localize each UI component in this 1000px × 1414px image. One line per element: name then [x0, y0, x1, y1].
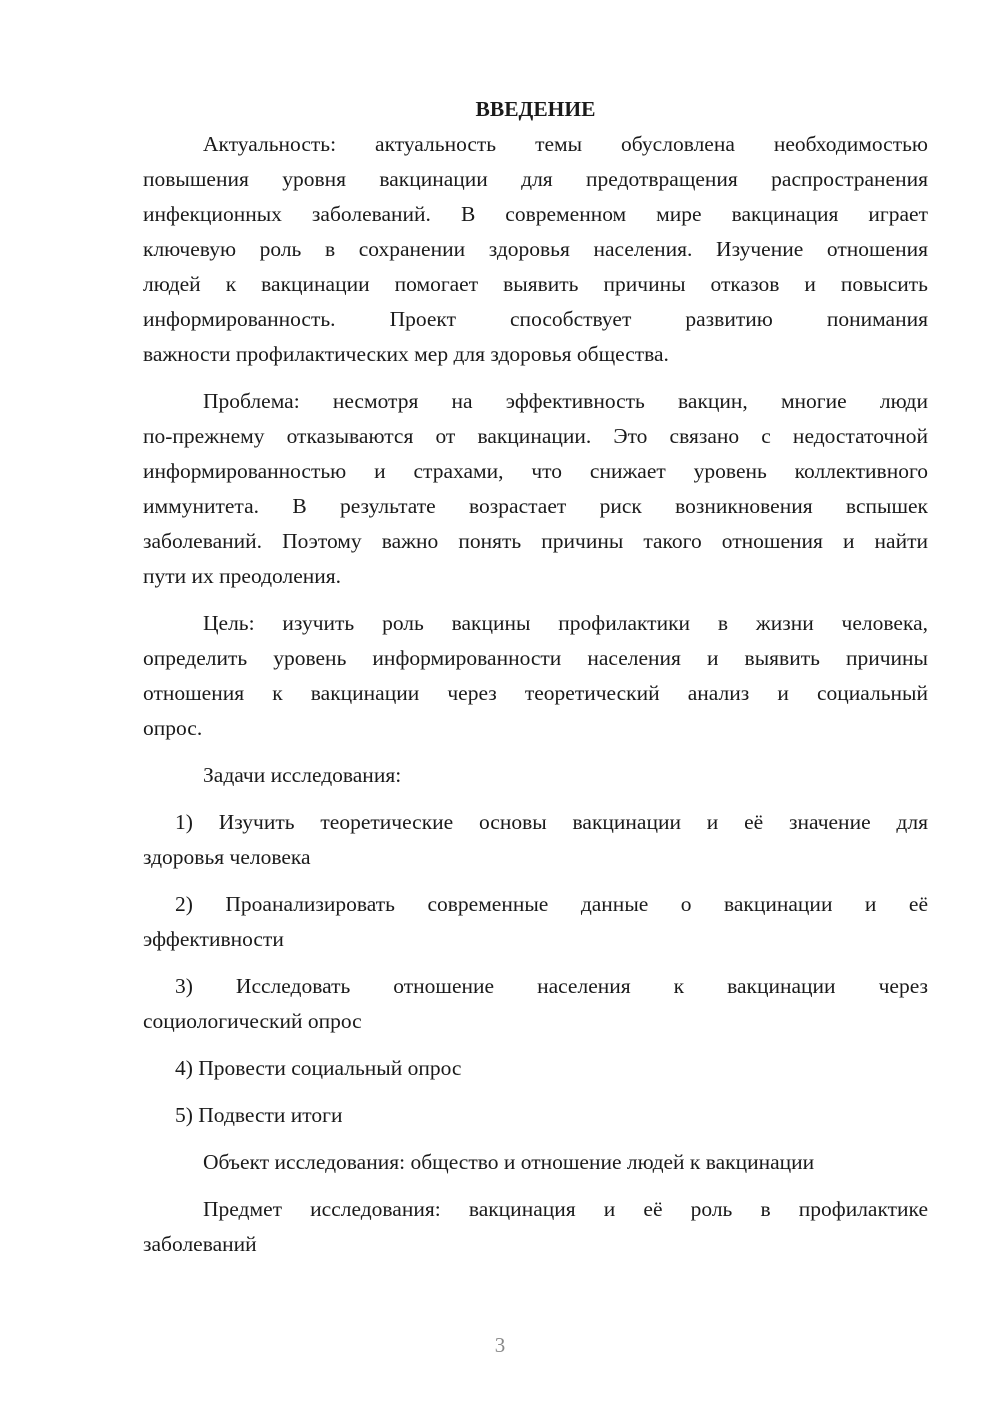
text-line: 5) Подвести итоги: [175, 1103, 343, 1127]
object-paragraph: [143, 1145, 928, 1180]
text-line: важности профилактических мер для здоровья общества.: [143, 342, 669, 366]
text-line: Предмет исследования: вакцинация и её роль в профилактике: [203, 1197, 928, 1221]
text-line: здоровья человека: [143, 845, 311, 869]
relevance-paragraph: [143, 127, 928, 372]
text-line: определить уровень информированности населения и выявить причины: [143, 646, 928, 670]
text-line: Проблема: несмотря на эффективность вакцин, многие люди: [203, 389, 928, 413]
text-line: Актуальность: актуальность темы обусловлена необходимостью: [203, 132, 928, 156]
task-item: [143, 805, 928, 875]
document-page: [143, 92, 928, 1274]
text-line: 2) Проанализировать современные данные о вакцинации и её: [175, 892, 928, 916]
text-line: опрос.: [143, 716, 203, 740]
goal-paragraph: [143, 606, 928, 746]
text-line: информированность. Проект способствует развитию понимания: [143, 307, 928, 331]
text-line: ключевую роль в сохранении здоровья населения. Изучение отношения: [143, 237, 928, 261]
text-line: Задачи исследования:: [203, 763, 402, 787]
task-item: [143, 1051, 928, 1086]
text-line: Цель: изучить роль вакцины профилактики в жизни человека,: [203, 611, 928, 635]
text-line: Объект исследования: общество и отношение людей к вакцинации: [203, 1150, 815, 1174]
section-title: ВВЕДЕНИЕ: [475, 97, 596, 121]
text-line: заболеваний: [143, 1232, 257, 1256]
subject-paragraph: [143, 1192, 928, 1262]
text-line: эффективности: [143, 927, 284, 951]
text-line: инфекционных заболеваний. В современном мире вакцинация играет: [143, 202, 928, 226]
text-line: повышения уровня вакцинации для предотвращения распространения: [143, 167, 928, 191]
problem-paragraph: [143, 384, 928, 594]
task-item: [143, 969, 928, 1039]
text-line: пути их преодоления.: [143, 564, 342, 588]
text-line: по-прежнему отказываются от вакцинации. Это связано с недостаточной: [143, 424, 928, 448]
text-line: 3) Исследовать отношение населения к вакцинации через: [175, 974, 928, 998]
text-line: социологический опрос: [143, 1009, 362, 1033]
page-number: 3: [494, 1333, 506, 1357]
text-line: отношения к вакцинации через теоретический анализ и социальный: [143, 681, 928, 705]
text-line: информированностью и страхами, что снижает уровень коллективного: [143, 459, 928, 483]
task-item: [143, 887, 928, 957]
tasks-heading: [143, 758, 928, 793]
text-line: 4) Провести социальный опрос: [175, 1056, 462, 1080]
text-line: людей к вакцинации помогает выявить причины отказов и повысить: [143, 272, 928, 296]
text-line: иммунитета. В результате возрастает риск возникновения вспышек: [143, 494, 928, 518]
task-item: [143, 1098, 928, 1133]
text-line: 1) Изучить теоретические основы вакцинации и её значение для: [175, 810, 928, 834]
text-line: заболеваний. Поэтому важно понять причины такого отношения и найти: [143, 529, 928, 553]
